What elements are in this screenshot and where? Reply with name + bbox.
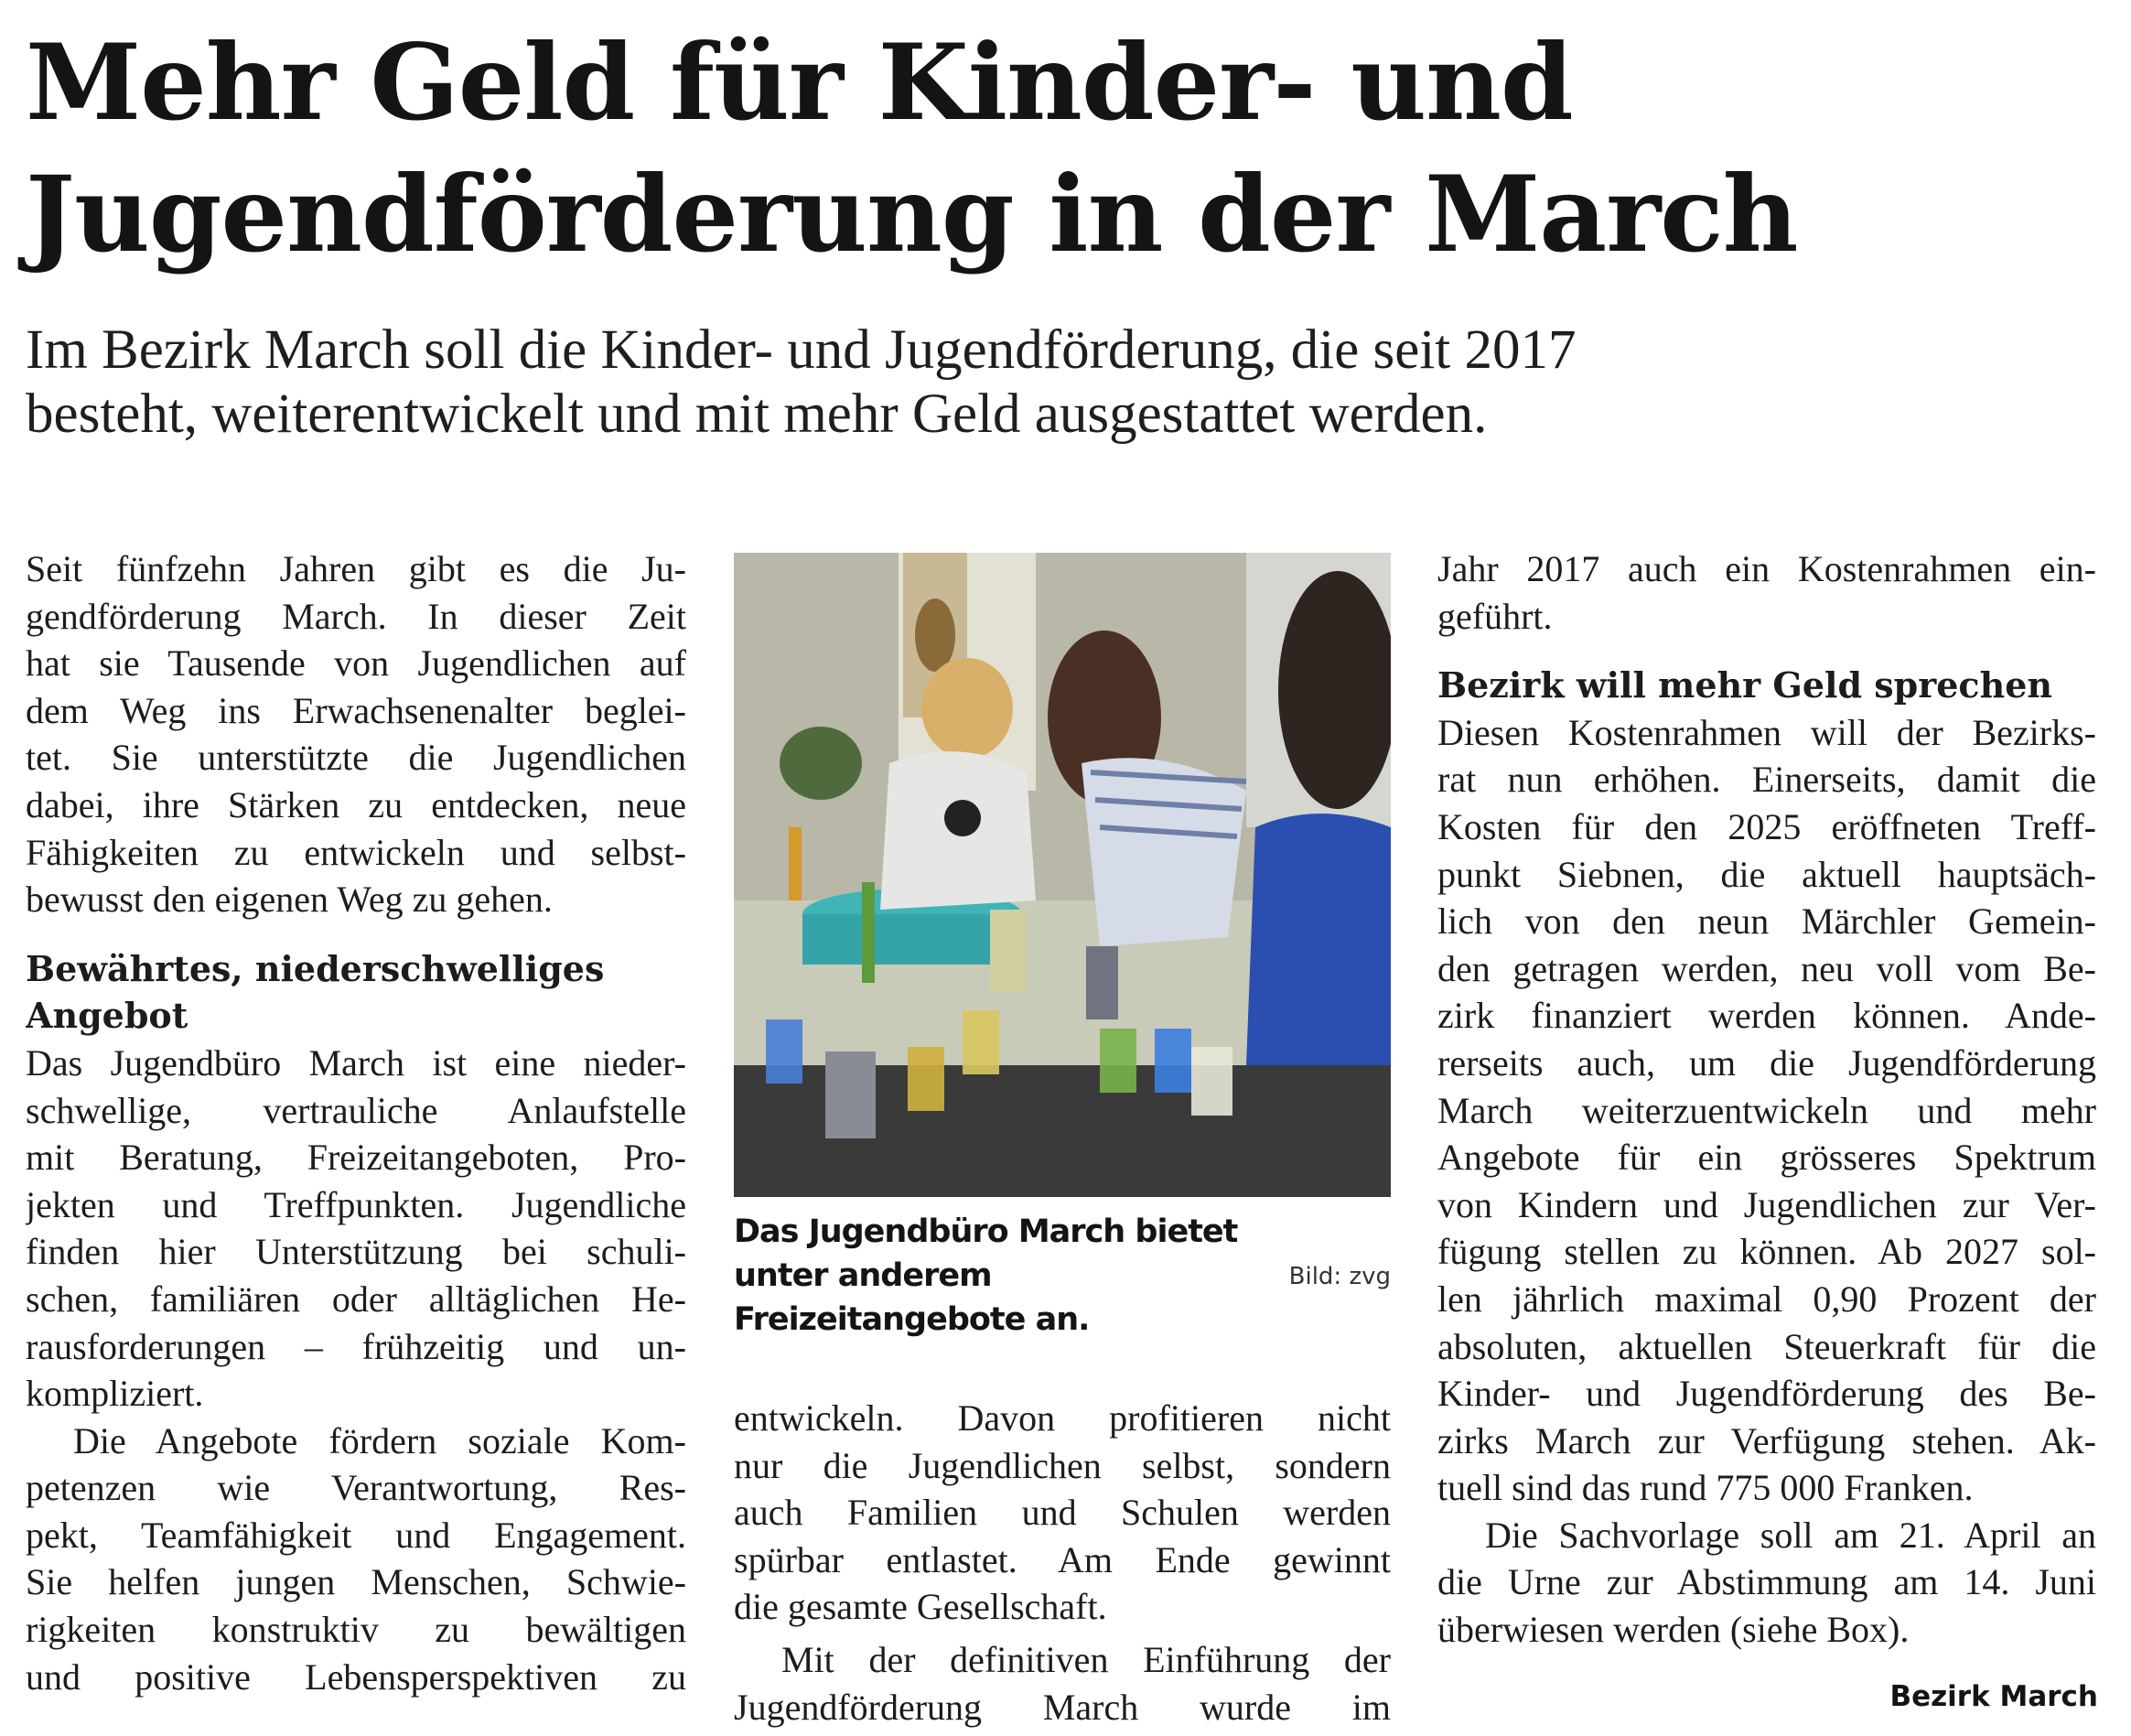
spacer xyxy=(26,923,686,945)
headline-line-1: Mehr Geld für Kinder- und xyxy=(26,21,1573,144)
text-line: rerseits auch, um die Jugendförderung xyxy=(1437,1041,2096,1084)
text-line: Jahr 2017 auch ein Kostenrahmen ein- xyxy=(1437,548,2096,589)
text-line: Jugendförderung March wurde im xyxy=(734,1686,1391,1728)
text-line: entwickeln. Davon profitieren nicht xyxy=(734,1397,1391,1439)
text-line: petenzen wie Verantwortung, Res- xyxy=(26,1467,686,1509)
text-line: gendförderung March. In dieser Zeit xyxy=(26,595,686,637)
lead-line-1: Im Bezirk March soll die Kinder- und Jugendförderung, die seit 2017 xyxy=(26,319,1577,381)
spacer xyxy=(1437,640,2096,662)
paragraph-einfuehrung xyxy=(734,1636,1391,1731)
photo-caption-block xyxy=(734,1210,1391,1342)
article-column-1 xyxy=(26,545,686,1700)
text-line: geführt. xyxy=(1437,595,1553,637)
text-line: Mit der definitiven Einführung der xyxy=(781,1638,1391,1680)
text-line: und positive Lebensperspektiven zu xyxy=(26,1655,686,1698)
text-line: den getragen werden, neu voll vom Be- xyxy=(1437,947,2096,989)
text-line: finden hier Unterstützung bei schuli- xyxy=(26,1231,686,1273)
text-line: auch Familien und Schulen werden xyxy=(734,1492,1391,1534)
photo-caption: Das Jugendbüro March bietet unter anderem Freizeitangebote an. xyxy=(734,1213,1238,1338)
text-line: rausforderungen – frühzeitig und un- xyxy=(26,1325,686,1367)
text-line: Die Angebote fördern soziale Kom- xyxy=(73,1419,686,1461)
lead-line-2: besteht, weiterentwickelt und mit mehr Geld ausgestattet werden. xyxy=(26,383,1488,445)
subhead-line: Bewährtes, niederschwelliges xyxy=(26,947,605,989)
text-line: tuell sind das rund 775 000 Franken. xyxy=(1437,1467,1974,1509)
text-line: zirks March zur Verfügung stehen. Ak- xyxy=(1437,1419,2096,1461)
photo-illustration xyxy=(734,553,1391,1197)
text-line: Das Jugendbüro March ist eine nieder- xyxy=(26,1041,686,1084)
article-photo xyxy=(734,553,1391,1197)
text-line: Die Sachvorlage soll am 21. April an xyxy=(1485,1514,2096,1556)
text-line: rigkeiten konstruktiv zu bewältigen xyxy=(26,1609,686,1651)
paragraph-intro xyxy=(26,545,686,923)
text-line: kompliziert. xyxy=(26,1373,204,1415)
text-line: bewusst den eigenen Weg zu gehen. xyxy=(26,879,553,921)
paragraph-angebote xyxy=(26,1418,686,1701)
text-line: fügung stellen zu können. Ab 2027 sol- xyxy=(1437,1231,2096,1273)
subhead-angebot xyxy=(26,945,686,1040)
text-line: Seit fünfzehn Jahren gibt es die Ju- xyxy=(26,548,686,589)
subhead-line: Angebot xyxy=(26,995,188,1037)
text-line: len jährlich maximal 0,90 Prozent der xyxy=(1437,1278,2096,1320)
text-line: Sie helfen jungen Menschen, Schwie- xyxy=(26,1561,686,1603)
text-line: schen, familiären oder alltäglichen He- xyxy=(26,1278,686,1320)
text-line: nur die Jugendlichen selbst, sondern xyxy=(734,1444,1391,1486)
text-line: absoluten, aktuellen Steuerkraft für die xyxy=(1437,1325,2096,1367)
text-line: jekten und Treffpunkten. Jugendliche xyxy=(26,1183,686,1225)
text-line: dabei, ihre Stärken zu entdecken, neue xyxy=(26,783,686,825)
text-line: Angebote für ein grösseres Spektrum xyxy=(1437,1137,2096,1179)
photo-credit: Bild: zvg xyxy=(1288,1263,1391,1290)
article-author: Bezirk March xyxy=(1889,1680,2098,1713)
article-column-3 xyxy=(1437,545,2096,1654)
article-headline xyxy=(26,16,2121,280)
text-line: punkt Siebnen, die aktuell hauptsäch- xyxy=(1437,853,2096,895)
text-line: überwiesen werden (siehe Box). xyxy=(1437,1609,1910,1651)
text-line: rat nun erhöhen. Einerseits, damit die xyxy=(1437,759,2096,801)
text-line: spürbar entlastet. Am Ende gewinnt xyxy=(734,1538,1391,1580)
headline-line-2: Jugendförderung in der March xyxy=(26,153,1798,275)
text-line: pekt, Teamfähigkeit und Engagement. xyxy=(26,1514,686,1556)
subhead-geld: Bezirk will mehr Geld sprechen xyxy=(1437,664,2052,706)
text-line: mit Beratung, Freizeitangeboten, Pro- xyxy=(26,1137,686,1179)
text-line: von Kindern und Jugendlichen zur Ver- xyxy=(1437,1183,2096,1225)
text-line: March weiterzuentwickeln und mehr xyxy=(1437,1089,2096,1131)
text-line: hat sie Tausende von Jugendlichen auf xyxy=(26,642,686,685)
article-column-2 xyxy=(734,1395,1391,1731)
text-line: die gesamte Gesellschaft. xyxy=(734,1586,1107,1628)
text-line: Kosten für den 2025 eröffneten Treff- xyxy=(1437,805,2096,847)
text-line: lich von den neun Märchler Gemein- xyxy=(1437,900,2096,943)
text-line: schwellige, vertrauliche Anlaufstelle xyxy=(26,1089,686,1131)
text-line: Fähigkeiten zu entwickeln und selbst- xyxy=(26,831,686,873)
text-line: Diesen Kostenrahmen will der Bezirks- xyxy=(1437,711,2096,753)
paragraph-kostenrahmen xyxy=(1437,545,2096,640)
paragraph-sachvorlage xyxy=(1437,1512,2096,1654)
text-line: die Urne zur Abstimmung am 14. Juni xyxy=(1437,1561,2096,1603)
paragraph-profit xyxy=(734,1395,1391,1631)
paragraph-erhoehung xyxy=(1437,709,2096,1512)
text-line: Kinder- und Jugendförderung des Be- xyxy=(1437,1373,2096,1415)
paragraph-jugendbuero xyxy=(26,1040,686,1418)
article-lead xyxy=(26,318,2093,447)
text-line: zirk finanziert werden können. Ande- xyxy=(1437,995,2096,1037)
text-line: dem Weg ins Erwachsenenalter beglei- xyxy=(26,689,686,731)
text-line: tet. Sie unterstützte die Jugendlichen xyxy=(26,737,686,779)
